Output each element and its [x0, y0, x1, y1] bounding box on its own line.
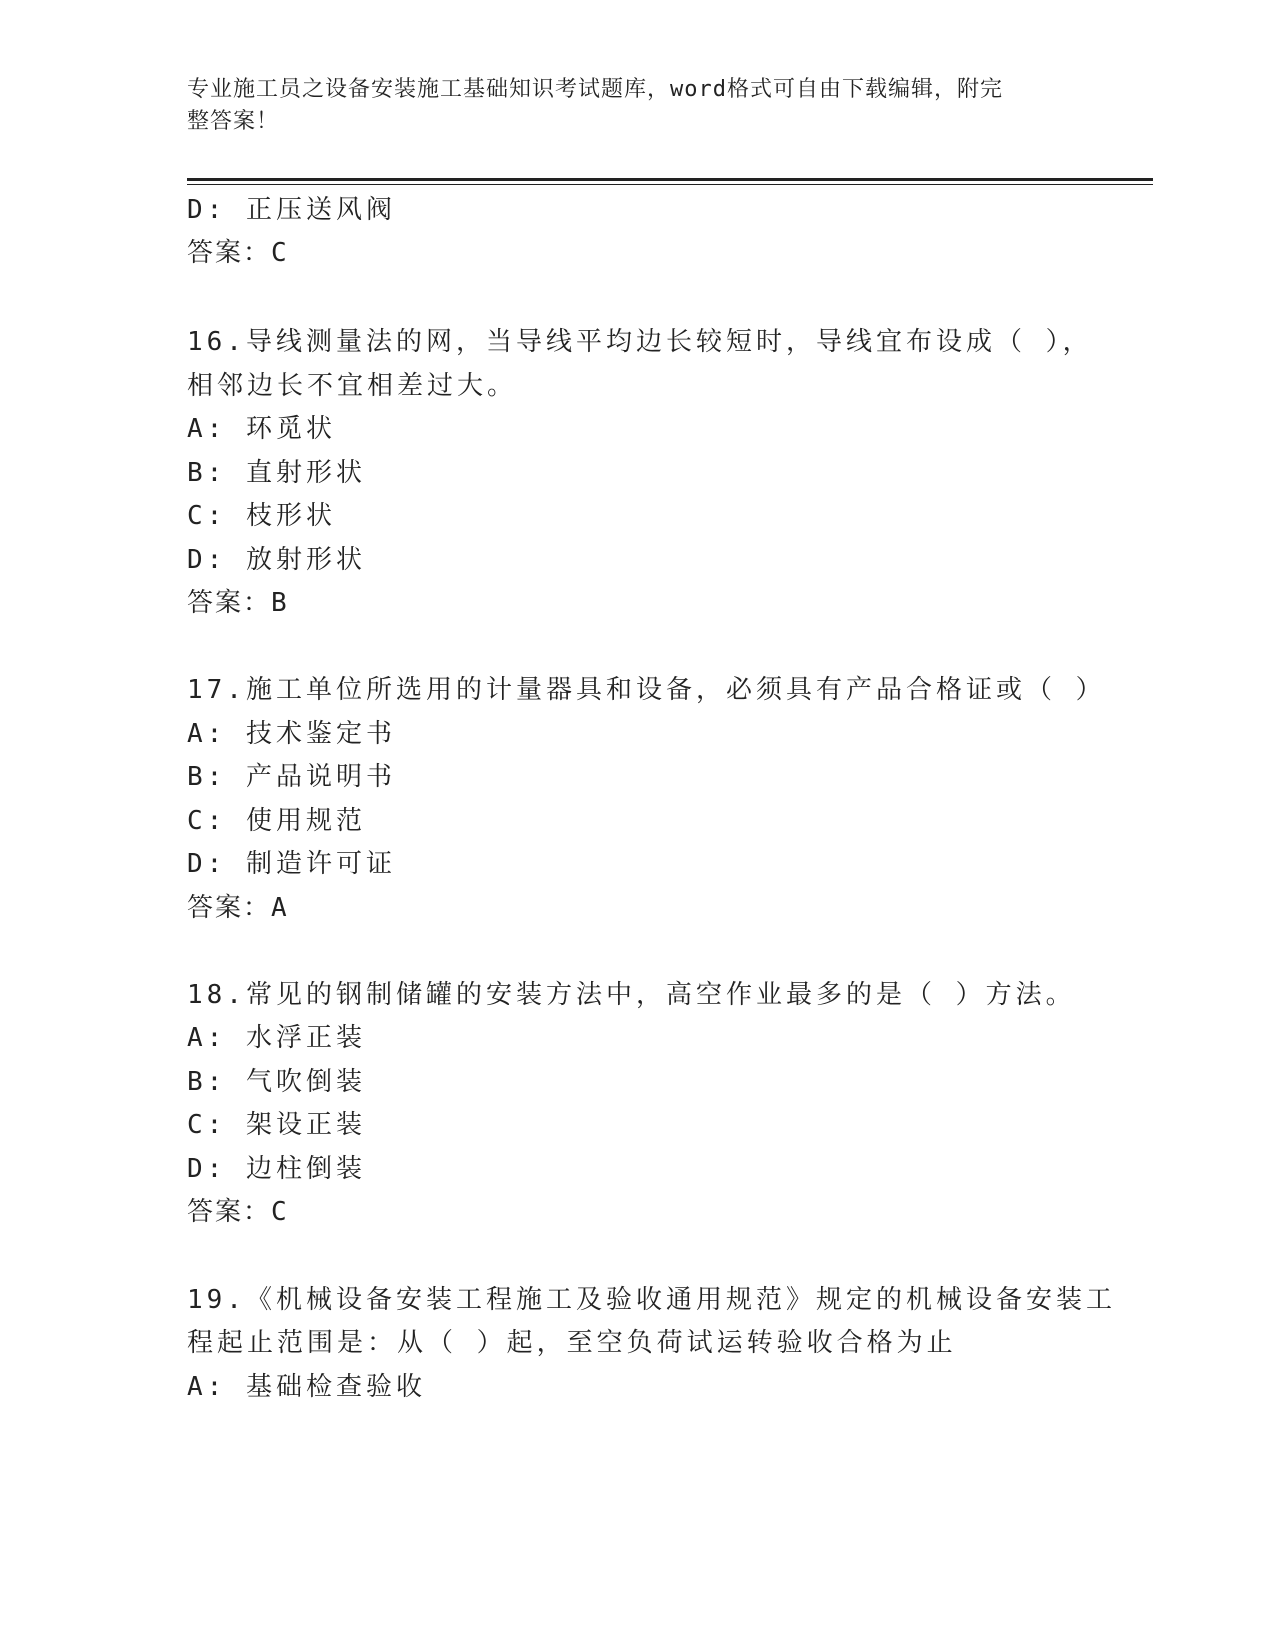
q18-option-a: A: 水浮正装 — [187, 1023, 366, 1053]
header-line-1: 专业施工员之设备安装施工基础知识考试题库，word格式可自由下载编辑，附完 — [187, 77, 1003, 102]
q18-answer: 答案：C — [187, 1197, 289, 1227]
q17-answer: 答案：A — [187, 893, 289, 923]
q18-option-c: C: 架设正装 — [187, 1110, 366, 1140]
q18-option-d: D: 边柱倒装 — [187, 1154, 366, 1184]
q17-option-c: C: 使用规范 — [187, 806, 366, 836]
prev-option-d: D: 正压送风阀 — [187, 195, 396, 225]
q16-option-c: C: 枝形状 — [187, 501, 336, 531]
q19-stem-line-2: 程起止范围是：从（ ）起，至空负荷试运转验收合格为止 — [187, 1328, 957, 1358]
q17-stem-line-1: 17.施工单位所选用的计量器具和设备，必须具有产品合格证或（ ） — [187, 675, 1106, 705]
q16-option-a: A: 环觅状 — [187, 414, 336, 444]
q19-option-a: A: 基础检查验收 — [187, 1372, 426, 1402]
q16-stem-line-2: 相邻边长不宜相差过大。 — [187, 371, 518, 401]
q18-option-b: B: 气吹倒装 — [187, 1067, 366, 1097]
q16-option-b: B: 直射形状 — [187, 458, 366, 488]
q16-answer: 答案：B — [187, 588, 289, 618]
document-header — [187, 74, 1067, 138]
q18-stem-line-1: 18.常见的钢制储罐的安装方法中，高空作业最多的是（ ）方法。 — [187, 980, 1076, 1010]
q16-option-d: D: 放射形状 — [187, 545, 366, 575]
q17-option-a: A: 技术鉴定书 — [187, 719, 396, 749]
q16-stem-line-1: 16.导线测量法的网，当导线平均边长较短时，导线宜布设成（ ）， — [187, 327, 1093, 357]
header-rule-thin — [187, 184, 1153, 185]
q19-stem-line-1: 19.《机械设备安装工程施工及验收通用规范》规定的机械设备安装工 — [187, 1285, 1116, 1315]
q17-option-d: D: 制造许可证 — [187, 849, 396, 879]
header-rule-thick — [187, 178, 1153, 181]
q17-option-b: B: 产品说明书 — [187, 762, 396, 792]
prev-answer: 答案：C — [187, 238, 289, 268]
header-line-2: 整答案！ — [187, 109, 280, 134]
